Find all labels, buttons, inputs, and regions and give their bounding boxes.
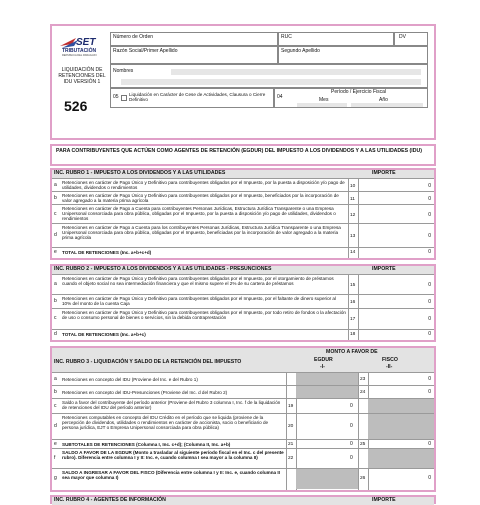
row-letter: b — [54, 298, 57, 304]
ruc-label: RUC — [281, 34, 292, 40]
row-code-i: 22 — [288, 456, 294, 461]
intro-section — [50, 144, 436, 166]
row-value-ii[interactable]: 0 — [428, 376, 431, 382]
shaded-cell — [368, 449, 434, 469]
dv-cell[interactable] — [394, 32, 428, 46]
row-description: Saldo a favor del contribuyente del período anterior (Proviene del Rubro 3 columna I, Inc. f de la liquidación de retenciones del IDU del período anterior) — [62, 400, 281, 411]
table-row[interactable] — [52, 274, 434, 294]
row-code-ii: 24 — [360, 390, 366, 395]
razon-social-label: Razón Social/Primer Apellido — [113, 48, 178, 54]
row-value[interactable]: 0 — [428, 282, 431, 288]
row-code-ii: 23 — [360, 377, 366, 382]
row-value[interactable]: 0 — [428, 299, 431, 305]
rubro-2-title: INC. RUBRO 2 - IMPUESTO A LOS DIVIDENDOS Y A LAS UTILIDADES - PRESUNCIONES — [54, 266, 272, 272]
table-row-subtotal[interactable] — [52, 439, 434, 448]
row-code: 17 — [350, 317, 356, 322]
row-value[interactable]: 0 — [428, 316, 431, 322]
form-number: 526 — [64, 98, 88, 114]
row-letter: f — [54, 455, 56, 461]
row-description: Retenciones en carácter de Pago Único y Definitivo para contribuyentes obligados por el Impuesto, por todo retiro de fondos o la afectación de uso o consumo personal de bienes o servicios, sin la debida contraprestación — [62, 310, 346, 321]
row-value[interactable]: 0 — [428, 331, 431, 337]
header-section — [50, 24, 436, 140]
anio-field[interactable] — [351, 103, 423, 107]
table-row[interactable] — [52, 191, 434, 204]
cese-text: Liquidación en Carácter de Cese de Actividades, Clausura o Cierre Definitivo — [129, 92, 266, 103]
table-row[interactable] — [52, 468, 434, 488]
table-row[interactable] — [52, 223, 434, 247]
code-04: 04 — [277, 94, 283, 100]
rubro-3-monto: MONTO A FAVOR DE — [326, 349, 378, 355]
shaded-cell — [368, 414, 434, 440]
row-description: Retenciones en carácter de Pago Único y Definitivo para contribuyentes obligados por el Impuesto, beneficiados por la incorporación de valor agregado a la materia prima agrícola — [62, 193, 339, 204]
row-value-i[interactable]: 0 — [350, 441, 353, 447]
table-row[interactable] — [52, 308, 434, 329]
logo-main: SET — [76, 37, 96, 48]
row-value-i[interactable]: 0 — [350, 423, 353, 429]
row-description: Retenciones computables en concepto del IDU Crédito en el período que se liquida (proviene de la percepción de dividendos, utilidades o rendimientos en carácter de accionista, socio o beneficiario de persona jurídica, EJT o Empresa Unipersonal consorciada para obra pública) — [62, 415, 269, 431]
mes-label: Mes — [319, 97, 329, 103]
rubro-2-header — [52, 266, 434, 274]
row-description: Retenciones en carácter de Pago Único y Definitivo para contribuyentes obligados por el Impuesto, por el faltante de dinero superior al 10% del monto de la cuenta Caja — [62, 296, 336, 307]
row-value-ii[interactable]: 0 — [428, 475, 431, 481]
table-row[interactable] — [52, 372, 434, 385]
table-row[interactable] — [52, 398, 434, 413]
intro-title: PARA CONTRIBUYENTES QUE ACTÚEN COMO AGENTES DE RETENCIÓN (EGDUR) DEL IMPUESTO A LOS DIVIDENDOS Y A LAS UTILIDADES (IDU) — [56, 148, 422, 154]
row-letter: e — [54, 441, 57, 447]
rubro-3-rows — [52, 372, 434, 490]
anio-label: Año — [379, 97, 388, 103]
row-code-i: 21 — [288, 442, 294, 447]
row-letter: c — [54, 403, 57, 409]
set-logo — [56, 34, 108, 64]
rubro-2-section — [50, 264, 436, 342]
mes-field[interactable] — [297, 103, 347, 107]
row-code-i: 19 — [288, 404, 294, 409]
rubro-4-title: INC. RUBRO 4 - AGENTES DE INFORMACIÓN — [54, 497, 166, 503]
row-value[interactable]: 0 — [428, 212, 431, 218]
nombres-field-1 — [171, 69, 421, 75]
row-code: 11 — [350, 197, 355, 202]
row-letter: g — [54, 475, 57, 481]
row-letter: c — [54, 315, 57, 321]
row-value[interactable]: 0 — [428, 183, 431, 189]
row-description: Retenciones en carácter de Pago a Cuenta para los contribuyentes Personas Jurídicas, Estructura Jurídica Transparente o una Empresa Unipersonal consorciada para obra pública, obligadas por el Impuesto, beneficiadas por la incorporación de valor agregado a la materia prima agrícola — [62, 225, 341, 241]
row-description: TOTAL DE RETENCIONES (Inc. a+b+c) — [62, 332, 146, 337]
rubro-1-section — [50, 168, 436, 260]
table-row[interactable] — [52, 413, 434, 439]
nombres-cell[interactable] — [110, 64, 428, 88]
row-description: SUBTOTALES DE RETENCIONES (Columna I, Inc. c+d); (Columna II, Inc. a+b) — [62, 442, 231, 447]
shaded-cell — [296, 469, 358, 489]
row-value[interactable]: 0 — [428, 233, 431, 239]
row-description: Retenciones en concepto del IDU-Presunciones (Proviene del Inc. d del Rubro 2) — [62, 390, 228, 395]
nombres-field-2 — [121, 79, 421, 85]
row-description: Retenciones en carácter de Pago a Cuenta para contribuyentes Personas Jurídicas, Estructura Jurídica Transparente o una Empresa Unipersonal consorciada para obra pública, obligadas por el Impuesto, por la puesta a disposición y/o pago de utilidades, dividendos o rendimientos — [62, 206, 336, 222]
row-letter: d — [54, 331, 57, 337]
logo-tagline: REPUBLICA DEL PARAGUAY — [62, 54, 97, 57]
rubro-2-importe: IMPORTE — [372, 266, 396, 272]
row-letter: d — [54, 423, 57, 429]
dv-label: DV — [399, 34, 406, 40]
nombres-label: Nombres — [113, 68, 134, 74]
segundo-apellido-cell[interactable] — [278, 46, 428, 64]
table-row[interactable] — [52, 385, 434, 398]
row-letter: a — [54, 376, 57, 382]
row-letter: e — [54, 249, 57, 255]
cese-cell[interactable] — [110, 88, 274, 108]
row-letter: a — [54, 281, 57, 287]
row-code: 16 — [350, 300, 356, 305]
row-code-ii: 25 — [360, 442, 366, 447]
rubro-1-header — [52, 170, 434, 178]
logo-sub: TRIBUTACIÓN — [62, 48, 97, 54]
row-code: 18 — [350, 332, 356, 337]
segundo-apellido-label: Segundo Apellido — [281, 48, 320, 54]
rubro-1-importe: IMPORTE — [372, 170, 396, 176]
rubro-1-rows — [52, 178, 434, 258]
rubro-3-col-i: -I- — [320, 364, 325, 370]
numero-orden-label: Número de Orden — [113, 34, 154, 40]
table-row[interactable] — [52, 178, 434, 191]
table-row[interactable] — [52, 448, 434, 468]
row-value-i[interactable]: 0 — [350, 403, 353, 409]
rubro-3-egdur: EGDUR — [314, 357, 333, 363]
table-row[interactable] — [52, 204, 434, 223]
row-value[interactable]: 0 — [428, 249, 431, 255]
row-description: Retenciones en carácter de Pago Único y Definitivo para contribuyentes obligados por el Impuesto, por el otorgamiento de préstamos cuando el objeto social no sea intermediación financiera y que el mismo supere el 2% de su cartera de préstamos — [62, 276, 334, 287]
row-code: 14 — [350, 250, 356, 255]
rubro-4-importe: IMPORTE — [372, 497, 396, 503]
code-05: 05 — [113, 94, 119, 100]
numero-orden-cell[interactable] — [110, 32, 278, 46]
row-letter: b — [54, 195, 57, 201]
row-description: SALDO A FAVOR DE LA EGDUR (Monto a trasladar al siguiente período fiscal en el Inc. c del presente rubro). Diferencia entre columna I y II: Inc. e, cuando columna I sea mayor a la columna II) — [62, 450, 284, 461]
row-letter: d — [54, 232, 57, 238]
row-code: 15 — [350, 283, 356, 288]
row-letter: c — [54, 211, 57, 217]
table-row-total[interactable] — [52, 247, 434, 256]
row-code-ii: 26 — [360, 476, 366, 481]
row-description: Retenciones en carácter de Pago Único y Definitivo para contribuyentes obligados por el Impuesto, por la puesta a disposición y/o pago de utilidades, dividendos o rendimientos — [62, 180, 345, 191]
rubro-3-header — [52, 348, 434, 372]
periodo-label: Período / Ejercicio Fiscal — [331, 89, 387, 95]
row-value-ii[interactable]: 0 — [428, 389, 431, 395]
row-description: SALDO A INGRESAR A FAVOR DEL FISCO (Diferencia entre columna I y II: Inc. e, cuando columna II sea mayor que columna I) — [62, 470, 280, 481]
form-title: LIQUIDACIÓN DE RETENCIONES DEL IDU VERSIÓN 1 — [58, 67, 106, 85]
row-value-i[interactable]: 0 — [350, 455, 353, 461]
row-code: 10 — [350, 184, 356, 189]
table-row-total[interactable] — [52, 329, 434, 338]
form-page — [50, 24, 436, 503]
periodo-cell[interactable] — [274, 88, 428, 108]
cese-checkbox[interactable] — [121, 95, 127, 101]
rubro-4-section — [50, 495, 436, 504]
table-row[interactable] — [52, 294, 434, 308]
rubro-4-header — [52, 497, 434, 505]
row-description: Retenciones en concepto del IDU (Proviene del Inc. e del Rubro 1) — [62, 377, 198, 382]
rubro-3-section — [50, 346, 436, 492]
rubro-2-rows — [52, 274, 434, 340]
rubro-3-fisco: FISCO — [382, 357, 398, 363]
shaded-cell — [368, 399, 434, 414]
rubro-3-title: INC. RUBRO 3 - LIQUIDACIÓN Y SALDO DE LA RETENCIÓN DEL IMPUESTO — [54, 359, 242, 365]
row-code: 12 — [350, 213, 356, 218]
row-value-ii[interactable]: 0 — [428, 441, 431, 447]
rubro-1-title: INC. RUBRO 1 - IMPUESTO A LOS DIVIDENDOS Y A LAS UTILIDADES — [54, 170, 226, 176]
row-code: 13 — [350, 234, 356, 239]
ruc-cell[interactable] — [278, 32, 394, 46]
row-value[interactable]: 0 — [428, 196, 431, 202]
row-letter: a — [54, 182, 57, 188]
row-letter: b — [54, 389, 57, 395]
razon-social-cell[interactable] — [110, 46, 278, 64]
rubro-3-col-ii: -II- — [386, 364, 393, 370]
row-code-i: 20 — [288, 424, 294, 429]
row-description: TOTAL DE RETENCIONES (Inc. a+b+c+d) — [62, 250, 152, 255]
